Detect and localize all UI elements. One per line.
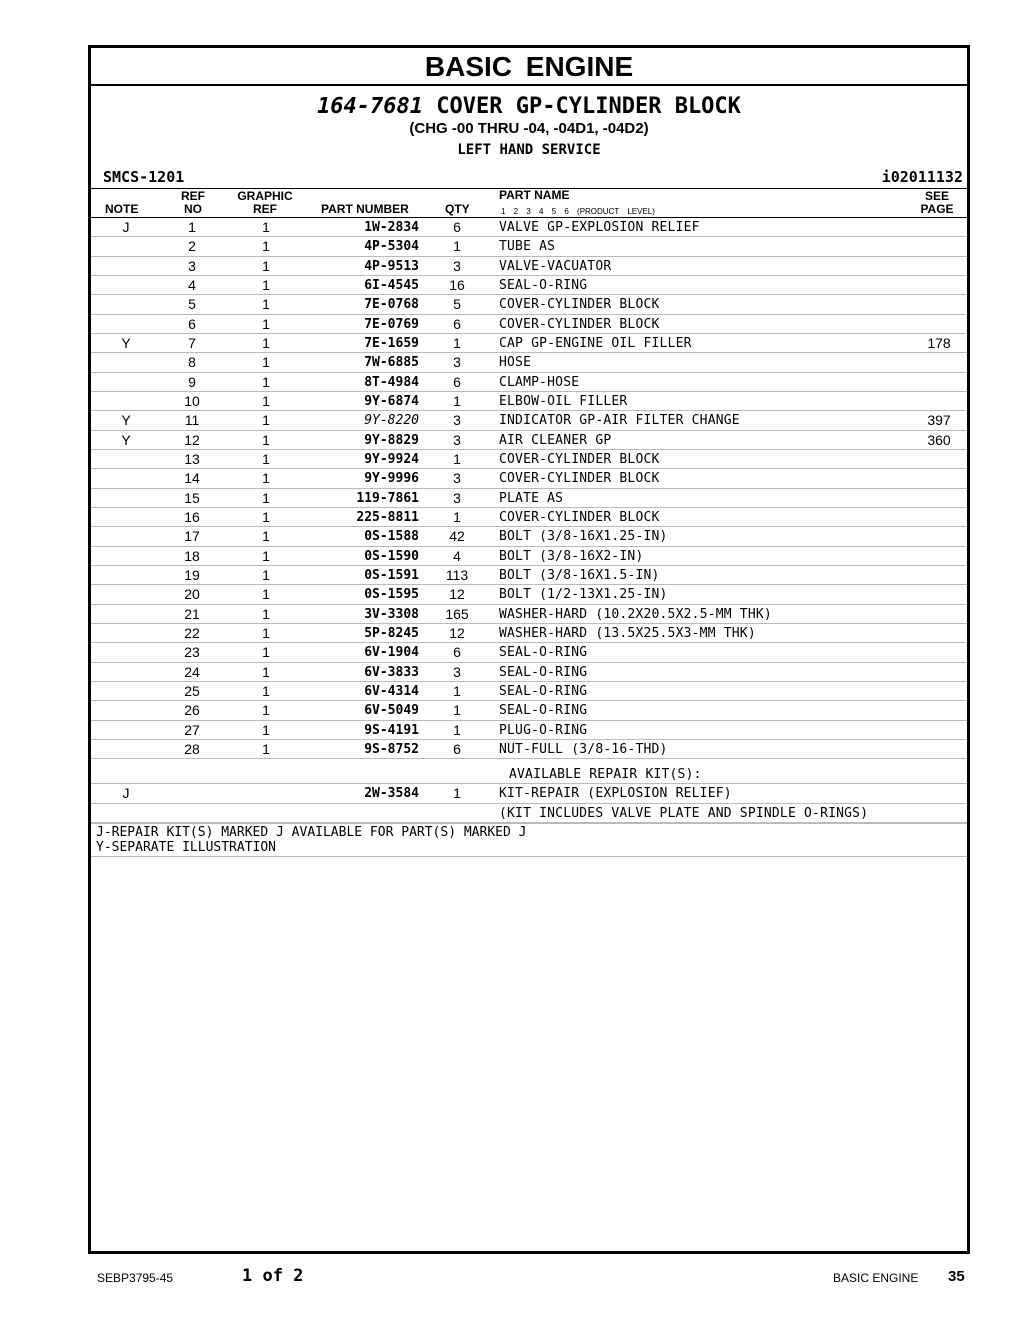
change-range: (CHG -00 THRU -04, -04D1, -04D2) [409,120,649,137]
ref-number: 26 [184,702,200,719]
part-name: CAP GP-ENGINE OIL FILLER [499,335,692,351]
part-name: VALVE-VACUATOR [499,258,612,274]
graphic-ref: 1 [262,528,270,545]
quantity: 3 [453,663,461,680]
quantity: 3 [453,431,461,448]
repair-kit-part-number: 2W-3584 [364,786,419,802]
table-row [91,721,967,740]
see-page: 397 [927,412,951,429]
part-name: COVER-CYLINDER BLOCK [499,471,660,487]
ref-number: 1 [188,219,196,235]
quantity: 6 [453,315,461,332]
part-number: 4P-9513 [364,258,419,274]
quantity: 3 [453,412,461,429]
ref-number: 28 [184,740,200,757]
part-number: 9Y-9924 [364,451,419,467]
quantity: 1 [453,508,461,525]
graphic-ref: 1 [262,624,270,641]
part-name: WASHER-HARD (13.5X25.5X3-MM THK) [499,625,756,641]
part-number: 0S-1591 [364,567,419,583]
table-row [91,392,967,411]
quantity: 16 [449,276,465,293]
graphic-ref: 1 [262,392,270,409]
ident-code: i02011132 [881,168,963,186]
part-name: COVER-CYLINDER BLOCK [499,316,660,332]
part-name: SEAL-O-RING [499,683,588,699]
ref-number: 15 [184,489,200,506]
repair-kit-includes: (KIT INCLUDES VALVE PLATE AND SPINDLE O-RINGS) [499,805,869,821]
part-number: 6V-5049 [364,703,419,719]
quantity: 1 [453,450,461,467]
part-name: BOLT (1/2-13X1.25-IN) [499,587,668,603]
column-headers [91,188,967,218]
page-number: 35 [948,1268,965,1285]
col-see-page [913,190,961,216]
ref-number: 9 [188,373,196,390]
part-name: BOLT (3/8-16X1.5-IN) [499,567,660,583]
table-row [91,450,967,469]
part-name: WASHER-HARD (10.2X20.5X2.5-MM THK) [499,606,772,622]
graphic-ref: 1 [262,605,270,622]
part-number: 9S-4191 [364,722,419,738]
graphic-ref: 1 [262,508,270,525]
quantity: 5 [453,296,461,313]
part-number: 7E-0768 [364,297,419,313]
graphic-ref: 1 [262,721,270,738]
col-graphic-ref [233,190,297,216]
table-row [91,682,967,701]
quantity: 1 [453,238,461,255]
quantity: 1 [453,392,461,409]
part-name: PLATE AS [499,490,564,506]
part-note: Y [121,334,131,351]
quantity: 4 [453,547,461,564]
repair-kit-note: J [122,785,130,802]
graphic-ref: 1 [262,296,270,313]
table-row [91,547,967,566]
group-part-name: COVER GP-CYLINDER BLOCK [436,94,741,119]
part-number: 5P-8245 [364,625,419,641]
graphic-ref: 1 [262,566,270,583]
quantity: 42 [449,528,465,545]
graphic-ref: 1 [262,682,270,699]
graphic-ref: 1 [262,373,270,390]
part-number: 9Y-6874 [364,393,419,409]
ref-number: 8 [188,354,196,371]
table-row [91,353,967,372]
quantity: 6 [453,373,461,390]
part-name: BOLT (3/8-16X1.25-IN) [499,529,668,545]
ref-number: 19 [184,566,200,583]
part-number: 225-8811 [356,509,419,525]
graphic-ref: 1 [262,489,270,506]
part-name: TUBE AS [499,239,556,255]
col-qty: QTY [445,202,470,216]
group-part-number: 164-7681 [317,94,424,119]
part-number: 8T-4984 [364,374,419,390]
graphic-ref: 1 [262,740,270,757]
table-row [91,566,967,585]
parts-list [91,218,967,759]
part-number: 7E-1659 [364,335,419,351]
ref-number: 24 [184,663,200,680]
repair-kit-name: KIT-REPAIR (EXPLOSION RELIEF) [499,786,732,802]
ref-number: 25 [184,682,200,699]
ref-number: 5 [188,296,196,313]
part-name: INDICATOR GP-AIR FILTER CHANGE [499,413,740,429]
legend-notes [91,823,967,857]
ref-number: 7 [188,334,196,351]
graphic-ref: 1 [262,470,270,487]
part-number: 6V-3833 [364,664,419,680]
parts-page-frame [88,45,970,1254]
repair-kit-row [91,784,967,803]
table-row [91,527,967,546]
graphic-ref: 1 [262,547,270,564]
graphic-ref: 1 [262,354,270,371]
footer-section: BASIC ENGINE [833,1271,919,1285]
see-page: 360 [927,431,951,448]
quantity: 6 [453,740,461,757]
graphic-ref: 1 [262,586,270,603]
table-row [91,605,967,624]
quantity: 3 [453,489,461,506]
ref-number: 2 [188,238,196,255]
part-number: 9S-8752 [364,741,419,757]
part-name: BOLT (3/8-16X2-IN) [499,548,644,564]
table-row [91,508,967,527]
table-row [91,431,967,450]
smcs-code: SMCS-1201 [103,168,185,186]
table-row [91,585,967,604]
part-number: 6V-1904 [364,645,419,661]
part-name: CLAMP-HOSE [499,374,580,390]
part-number: 7W-6885 [364,355,419,371]
quantity: 1 [453,682,461,699]
part-name: HOSE [499,355,532,371]
ref-number: 11 [184,412,200,429]
part-number: 6I-4545 [364,277,419,293]
part-name: SEAL-O-RING [499,277,588,293]
ref-number: 12 [184,431,200,448]
ref-number: 18 [184,547,200,564]
table-row [91,257,967,276]
table-row [91,624,967,643]
ref-number: 17 [184,528,200,545]
table-row [91,663,967,682]
col-ref-no [181,190,205,216]
graphic-ref: 1 [262,663,270,680]
part-number: 0S-1590 [364,548,419,564]
graphic-ref: 1 [262,315,270,332]
table-row [91,295,967,314]
table-row [91,740,967,759]
table-row [91,218,967,237]
table-row [91,315,967,334]
legend-y: Y-SEPARATE ILLUSTRATION [96,839,277,855]
ref-number: 10 [184,392,200,409]
graphic-ref: 1 [262,431,270,448]
smcs-row [91,166,967,188]
graphic-ref: 1 [262,450,270,467]
part-number: 9Y-8220 [364,413,419,429]
section-title: BASIC ENGINE [91,48,967,86]
ref-number: 21 [184,605,200,622]
part-number: 119-7861 [356,490,419,506]
repair-kit-qty: 1 [453,785,461,802]
part-name: SEAL-O-RING [499,664,588,680]
table-row [91,469,967,488]
quantity: 6 [453,644,461,661]
ref-number: 6 [188,315,196,332]
quantity: 113 [445,566,469,583]
col-ref-line2: NO [184,202,202,216]
quantity: 1 [453,702,461,719]
ref-number: 4 [188,276,196,293]
repair-kit-heading: AVAILABLE REPAIR KIT(S): [509,767,702,783]
ref-number: 27 [184,721,200,738]
part-number: 0S-1595 [364,587,419,603]
part-name: AIR CLEANER GP [499,432,612,448]
part-note: J [122,219,130,235]
part-name: SEAL-O-RING [499,703,588,719]
table-row [91,643,967,662]
quantity: 6 [453,219,461,235]
graphic-ref: 1 [262,238,270,255]
page-footer [0,1266,1020,1290]
part-number: 3V-3308 [364,606,419,622]
graphic-ref: 1 [262,702,270,719]
part-name: VALVE GP-EXPLOSION RELIEF [499,220,700,235]
col-part-number: PART NUMBER [321,202,409,216]
graphic-ref: 1 [262,334,270,351]
table-row [91,237,967,256]
graphic-ref: 1 [262,644,270,661]
page-of: 1 of 2 [242,1266,304,1286]
graphic-ref: 1 [262,412,270,429]
part-number: 6V-4314 [364,683,419,699]
part-name: ELBOW-OIL FILLER [499,393,628,409]
quantity: 12 [449,624,465,641]
doc-number: SEBP3795-45 [97,1271,174,1285]
legend-j: J-REPAIR KIT(S) MARKED J AVAILABLE FOR PART(S) MARKED J [96,824,527,840]
part-name: COVER-CYLINDER BLOCK [499,509,660,525]
part-number: 7E-0769 [364,316,419,332]
table-row [91,489,967,508]
part-name: COVER-CYLINDER BLOCK [499,451,660,467]
repair-kit-includes-row [91,804,967,823]
part-number: 1W-2834 [364,220,419,235]
col-see-line2: PAGE [920,202,954,216]
quantity: 3 [453,257,461,274]
ref-number: 20 [184,586,200,603]
group-header [91,94,967,160]
ref-number: 14 [184,470,200,487]
table-row [91,276,967,295]
graphic-ref: 1 [262,257,270,274]
part-note: Y [121,431,131,448]
part-name: NUT-FULL (3/8-16-THD) [499,741,668,757]
quantity: 3 [453,470,461,487]
quantity: 1 [453,721,461,738]
ref-number: 16 [184,508,200,525]
part-number: 4P-5304 [364,239,419,255]
table-row [91,373,967,392]
part-number: 9Y-9996 [364,471,419,487]
part-name: PLUG-O-RING [499,722,588,738]
col-see-line1: SEE [924,189,949,203]
ref-number: 22 [184,624,200,641]
graphic-ref: 1 [262,219,270,235]
part-number: 9Y-8829 [364,432,419,448]
col-graphic-line1: GRAPHIC [237,189,293,203]
ref-number: 3 [188,257,196,274]
service-note: LEFT HAND SERVICE [457,142,601,158]
part-number: 0S-1588 [364,529,419,545]
col-ref-line1: REF [181,189,205,203]
col-part-name: PART NAME [499,188,570,202]
part-name: SEAL-O-RING [499,645,588,661]
group-title [91,94,967,120]
quantity: 1 [453,334,461,351]
ref-number: 23 [184,644,200,661]
ref-number: 13 [184,450,200,467]
table-row [91,411,967,430]
part-note: Y [121,412,131,429]
table-row [91,334,967,353]
quantity: 12 [449,586,465,603]
graphic-ref: 1 [262,276,270,293]
quantity: 3 [453,354,461,371]
quantity: 165 [445,605,469,622]
repair-kit-heading-row [91,765,967,784]
see-page: 178 [927,334,951,351]
col-graphic-line2: REF [253,202,277,216]
col-note: NOTE [105,202,139,216]
col-product-level: 1 2 3 4 5 6 (PRODUCT LEVEL) [501,207,655,216]
part-name: COVER-CYLINDER BLOCK [499,297,660,313]
table-row [91,701,967,720]
